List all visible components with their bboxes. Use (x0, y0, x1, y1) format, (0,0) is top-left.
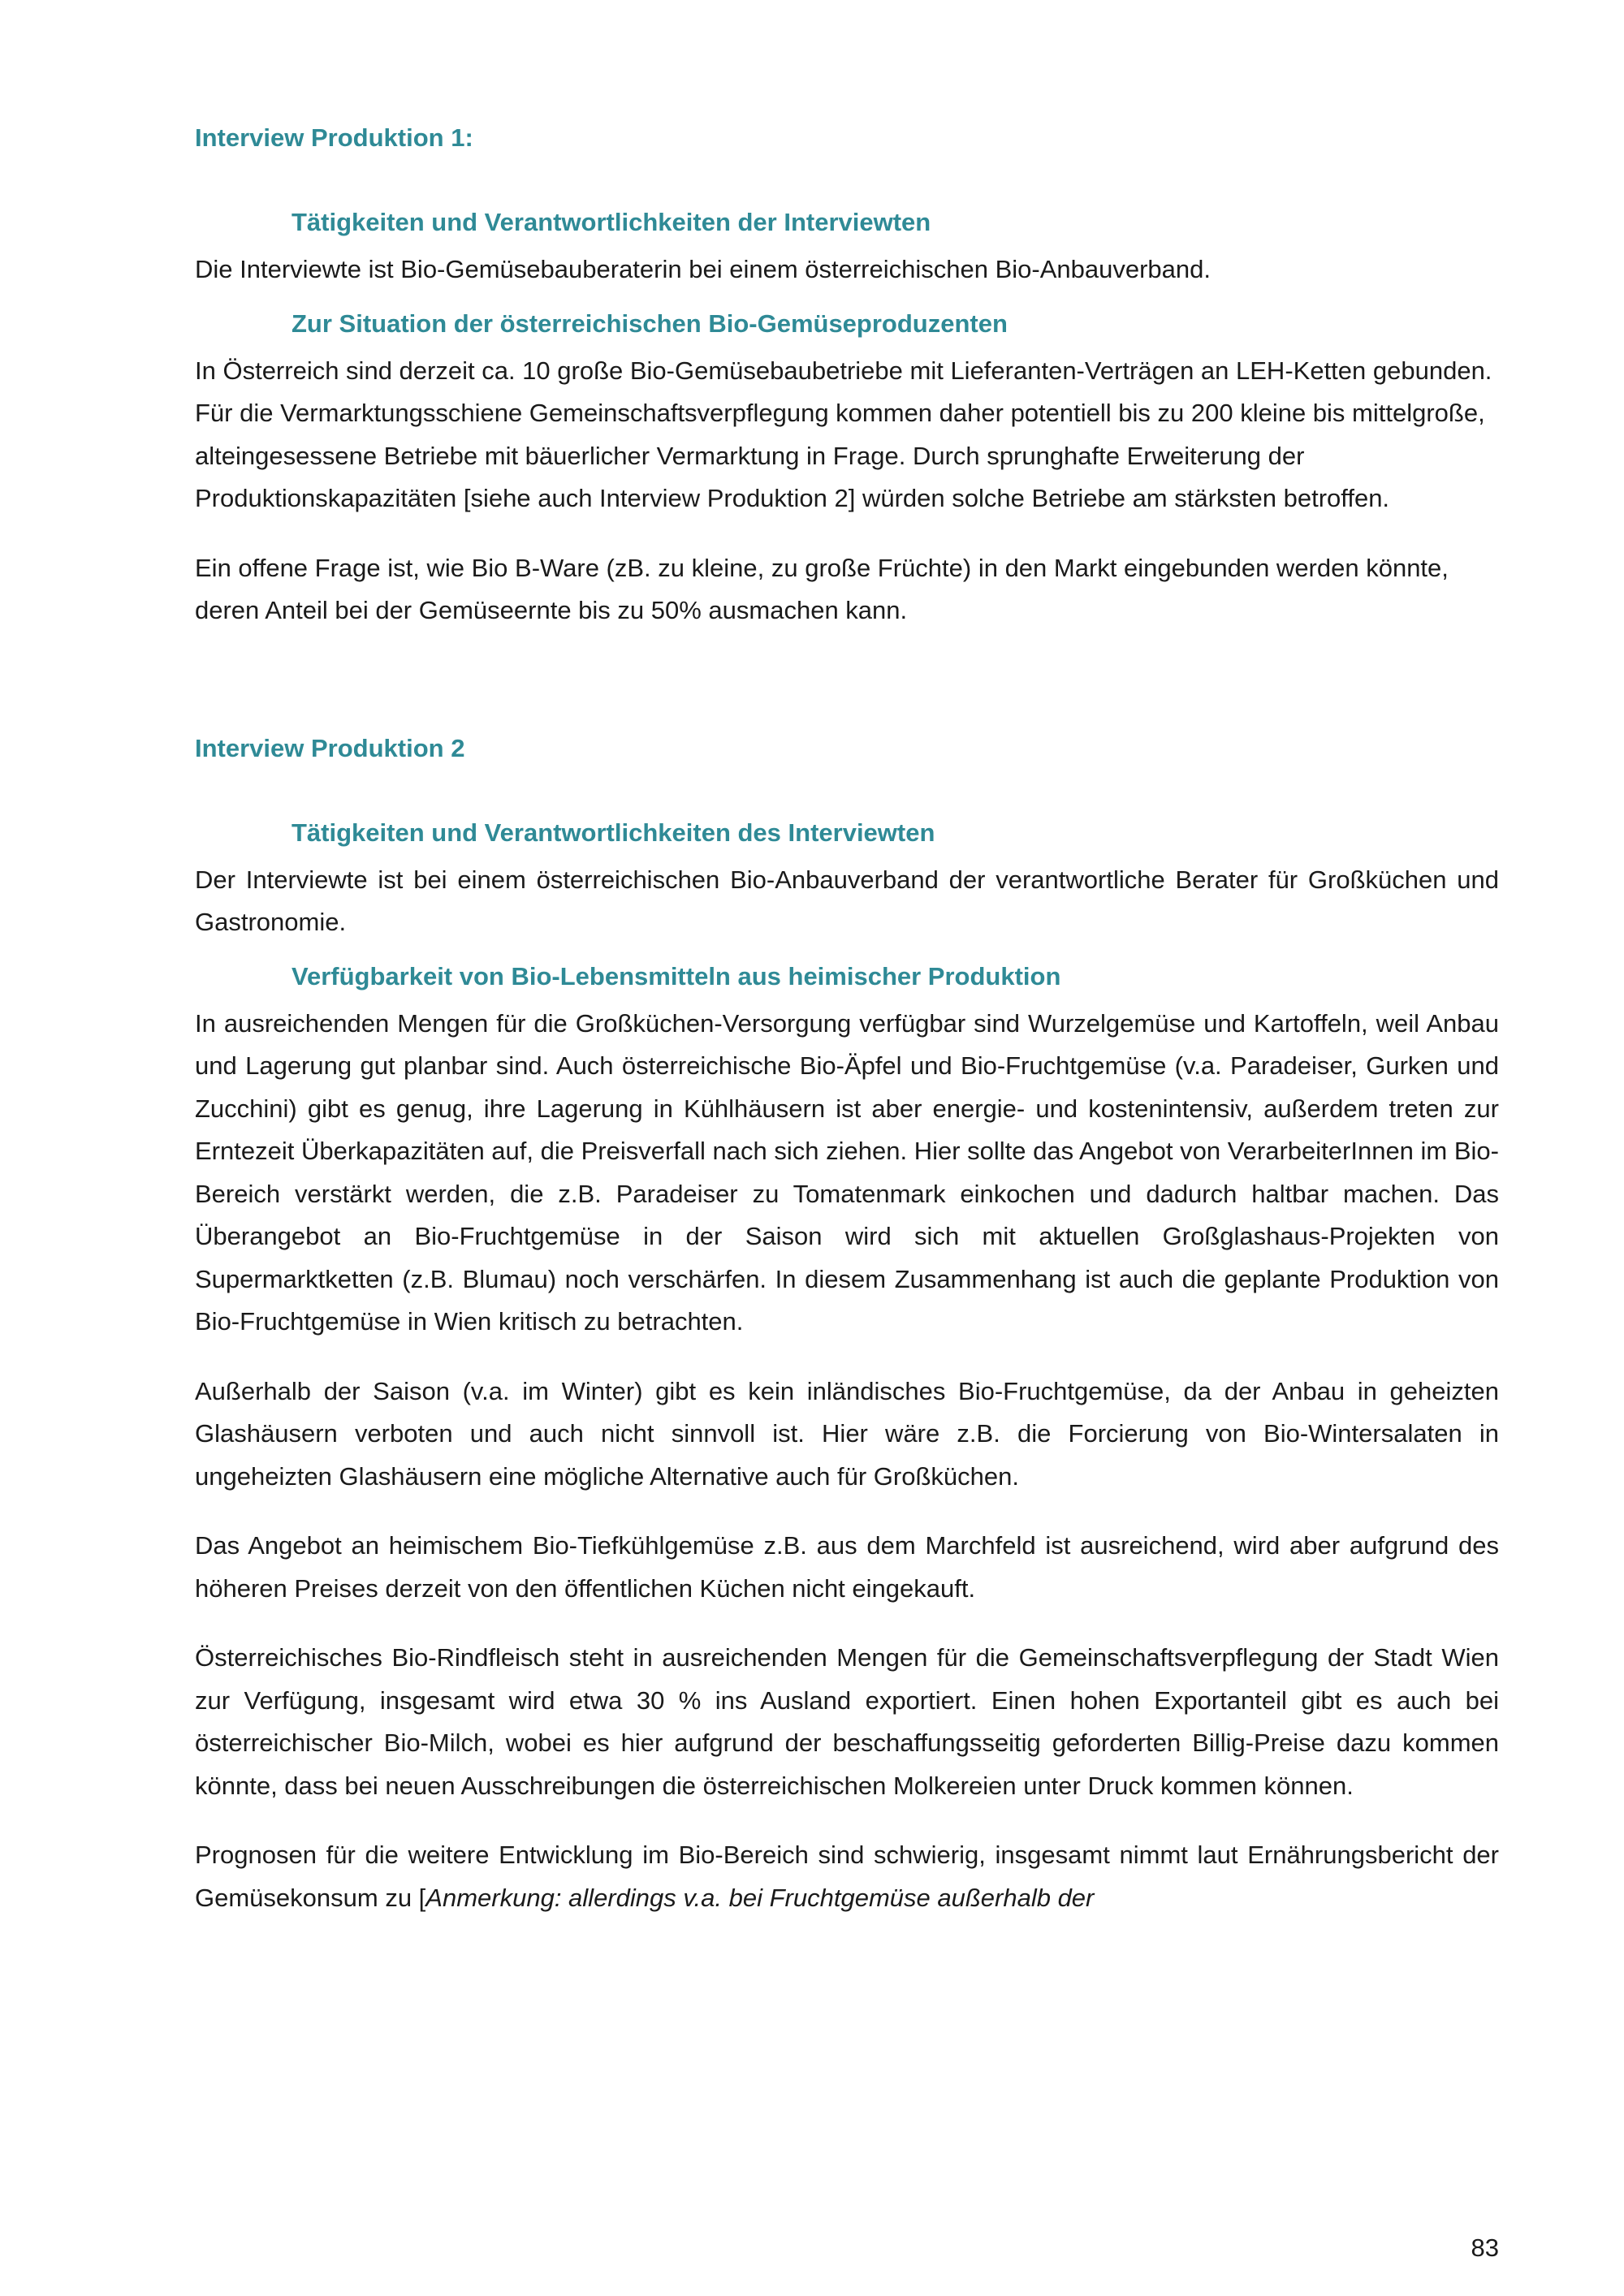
subheading-situation: Zur Situation der österreichischen Bio-Gemüseproduzenten (292, 309, 1008, 338)
paragraph: Das Angebot an heimischem Bio-Tiefkühlgemüse z.B. aus dem Marchfeld ist ausreichend, wird aber aufgrund des höheren Preises derzeit von den öffentlichen Küchen nicht eingekauft. (195, 1531, 1499, 1603)
paragraph-text: Prognosen für die weitere Entwicklung im Bio-Bereich sind schwierig, insgesamt nimmt laut Ernährungsbericht der Gemüsekonsum zu [ (195, 1841, 1499, 1912)
paragraph: Die Interviewte ist Bio-Gemüsebauberaterin bei einem österreichischen Bio-Anbauverband. (195, 255, 1211, 283)
paragraph: In Österreich sind derzeit ca. 10 große Bio-Gemüsebaubetriebe mit Lieferanten-Verträgen an LEH-Ketten gebunden. Für die Vermarktungsschiene Gemeinschaftsverpflegung kommen daher potentiell bis zu 200 kleine bis mittelgroße, alteingesessene Betriebe mit bäuerlicher Vermarktung in Frage. Durch sprunghafte Erweiterung der Produktionskapazitäten [siehe auch Interview Produktion 2] würden solche Betriebe am stärksten betroffen. (195, 356, 1492, 512)
section-heading-interview-2: Interview Produktion 2 (195, 733, 465, 762)
paragraph: Der Interviewte ist bei einem österreichischen Bio-Anbauverband der verantwortliche Berater für Großküchen und Gastronomie. (195, 865, 1499, 936)
subheading-responsibilities-2: Tätigkeiten und Verantwortlichkeiten des Interviewten (292, 818, 935, 847)
subheading-responsibilities-1: Tätigkeiten und Verantwortlichkeiten der Interviewten (292, 208, 931, 236)
paragraph: In ausreichenden Mengen für die Großküchen-Versorgung verfügbar sind Wurzelgemüse und Kartoffeln, weil Anbau und Lagerung gut planbar sind. Auch österreichische Bio-Äpfel und Bio-Fruchtgemüse (v.a. Paradeiser, Gurken und Zucchini) gibt es genug, ihre Lagerung in Kühlhäusern ist aber energie- und kostenintensiv, außerdem treten zur Erntezeit Überkapazitäten auf, die Preisverfall nach sich ziehen. Hier sollte das Angebot von VerarbeiterInnen im Bio-Bereich verstärkt werden, die z.B. Paradeiser zu Tomatenmark einkochen und dadurch haltbar machen. Das Überangebot an Bio-Fruchtgemüse in der Saison wird sich mit aktuellen Großglashaus-Projekten von Supermarktketten (z.B. Blumau) noch verschärfen. In diesem Zusammenhang ist auch die geplante Produktion von Bio-Fruchtgemüse in Wien kritisch zu betrachten. (195, 1008, 1499, 1336)
page-number: 83 (1471, 2233, 1499, 2262)
section-heading-interview-1: Interview Produktion 1: (195, 123, 473, 152)
paragraph (195, 1834, 1499, 1919)
paragraph: Außerhalb der Saison (v.a. im Winter) gibt es kein inländisches Bio-Fruchtgemüse, da der Anbau in geheizten Glashäusern verboten und auch nicht sinnvoll ist. Hier wäre z.B. die Forcierung von Bio-Wintersalaten in ungeheizten Glashäusern eine mögliche Alternative auch für Großküchen. (195, 1376, 1499, 1491)
page-content (195, 114, 1499, 1919)
subheading-availability: Verfügbarkeit von Bio-Lebensmitteln aus heimischer Produktion (292, 961, 1061, 990)
paragraph: Österreichisches Bio-Rindfleisch steht in ausreichenden Mengen für die Gemeinschaftsverpflegung der Stadt Wien zur Verfügung, insgesamt wird etwa 30 % ins Ausland exportiert. Einen hohen Exportanteil gibt es auch bei österreichischer Bio-Milch, wobei es hier aufgrund der beschaffungsseitig geforderten Billig-Preise dazu kommen könnte, dass bei neuen Ausschreibungen die österreichischen Molkereien unter Druck kommen können. (195, 1643, 1499, 1800)
paragraph: Ein offene Frage ist, wie Bio B-Ware (zB. zu kleine, zu große Früchte) in den Markt eingebunden werden könnte, deren Anteil bei der Gemüseernte bis zu 50% ausmachen kann. (195, 553, 1449, 624)
annotation-italic: Anmerkung: allerdings v.a. bei Fruchtgemüse außerhalb der (425, 1883, 1095, 1912)
